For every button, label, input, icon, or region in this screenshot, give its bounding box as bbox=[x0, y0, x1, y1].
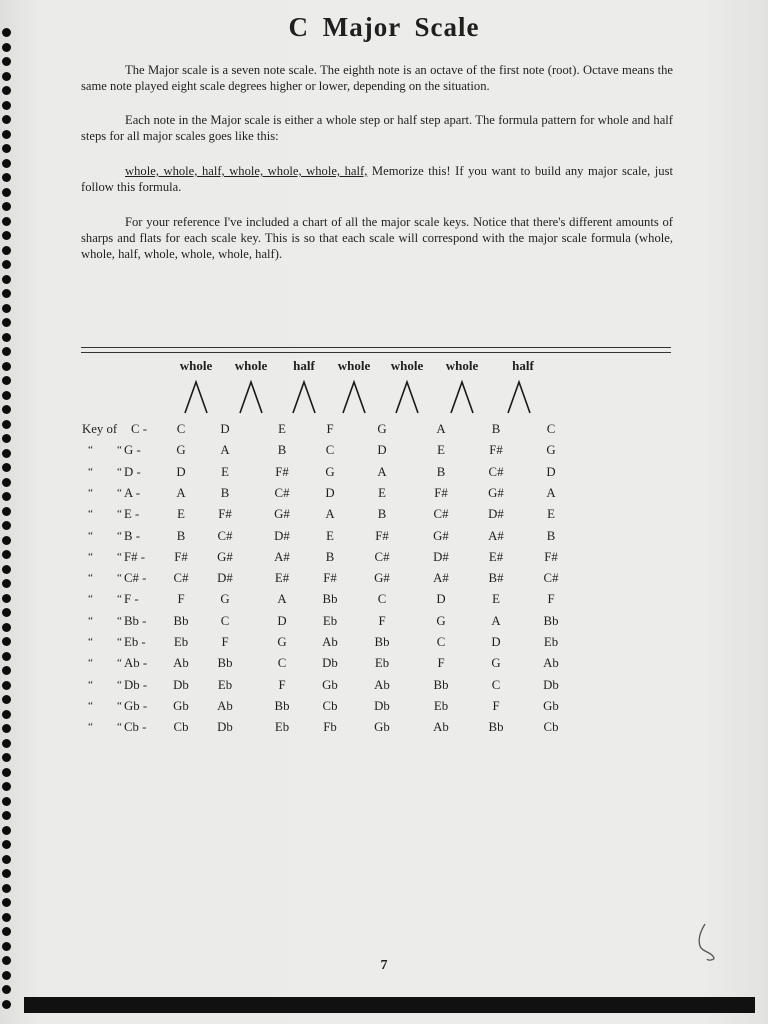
spiral-hole-icon bbox=[2, 333, 11, 342]
row-key-name: G - bbox=[124, 443, 141, 458]
note-cell: A bbox=[220, 443, 230, 458]
note-cell: Gb bbox=[543, 698, 559, 713]
note-cell: D# bbox=[217, 571, 233, 586]
note-cell: E bbox=[547, 507, 555, 522]
spiral-hole-icon bbox=[2, 536, 11, 545]
note-cell: A bbox=[277, 592, 287, 607]
ditto-mark: “ bbox=[88, 636, 93, 648]
spiral-hole-icon bbox=[2, 884, 11, 893]
note-cell: C bbox=[546, 422, 556, 436]
note-cell: C bbox=[176, 422, 186, 436]
note-cell: D# bbox=[274, 528, 290, 543]
spiral-hole-icon bbox=[2, 666, 11, 675]
divider-rule bbox=[81, 347, 671, 348]
note-cell: E# bbox=[488, 549, 504, 564]
page-number: 7 bbox=[380, 958, 388, 973]
ditto-mark: “ bbox=[88, 465, 93, 478]
note-cell: Cb bbox=[543, 720, 559, 735]
spiral-hole-icon bbox=[2, 710, 11, 719]
spiral-hole-icon bbox=[2, 594, 11, 603]
intro-text: The Major scale is a seven note scale. The eighth note is an octave of the first note (root). Octave means the same note played eight scale degrees higher or lower, depending on the situation. bbox=[81, 63, 673, 93]
note-cell: A bbox=[176, 485, 186, 500]
ditto-mark: “ bbox=[117, 678, 122, 691]
note-cell: Ab bbox=[217, 698, 233, 713]
row-key-name: Gb - bbox=[124, 698, 148, 713]
ditto-mark: “ bbox=[117, 529, 122, 542]
note-cell: C bbox=[220, 613, 230, 628]
note-cell: Db bbox=[217, 720, 233, 735]
note-cell: F# bbox=[375, 528, 389, 543]
reference-text: For your reference I've included a chart of all the major scale keys. Notice that there's different amounts of sharps and flats for each scale key. This is so that each scale will correspond with the major scale formula (whole, whole, half, whole, whole, whole, half). bbox=[81, 215, 673, 261]
note-cell: F# bbox=[275, 464, 289, 479]
spiral-hole-icon bbox=[2, 43, 11, 52]
spiral-hole-icon bbox=[2, 391, 11, 400]
note-cell: F bbox=[221, 635, 229, 649]
note-cell: Gb bbox=[173, 698, 189, 713]
note-cell: Eb bbox=[217, 677, 233, 692]
note-cell: E bbox=[326, 528, 334, 543]
note-cell: Cb bbox=[173, 720, 189, 735]
note-cell: D bbox=[491, 635, 501, 649]
note-cell: F# bbox=[434, 485, 448, 500]
row-key-name: F - bbox=[124, 592, 139, 607]
formula-rest: Memorize this! If you want to build any major scale, just follow this formula. bbox=[81, 164, 673, 194]
spiral-hole-icon bbox=[2, 246, 11, 255]
spiral-hole-icon bbox=[2, 753, 11, 762]
note-cell: Bb bbox=[217, 656, 233, 671]
note-cell: Bb bbox=[173, 613, 189, 628]
note-cell: D bbox=[436, 592, 446, 607]
ditto-mark: “ bbox=[117, 572, 122, 585]
note-cell: E bbox=[278, 422, 286, 436]
spiral-hole-icon bbox=[2, 927, 11, 936]
spiral-hole-icon bbox=[2, 231, 11, 240]
note-cell: Bb bbox=[374, 635, 390, 649]
ditto-mark: “ bbox=[117, 508, 122, 521]
step-label: whole bbox=[179, 358, 213, 373]
note-cell: A bbox=[546, 485, 556, 500]
note-cell: E bbox=[378, 485, 386, 500]
note-cell: Bb bbox=[322, 592, 338, 607]
note-cell: C# bbox=[543, 571, 559, 586]
caret-up-icon bbox=[506, 380, 532, 414]
ditto-mark: “ bbox=[117, 657, 122, 670]
note-cell: Db bbox=[374, 698, 390, 713]
ditto-mark: “ bbox=[88, 593, 93, 606]
spiral-hole-icon bbox=[2, 130, 11, 139]
note-cell: F bbox=[492, 698, 500, 713]
caret-up-icon bbox=[183, 380, 209, 414]
note-cell: C bbox=[377, 592, 387, 607]
note-cell: E bbox=[221, 464, 229, 479]
ditto-mark: “ bbox=[117, 593, 122, 606]
note-cell: G bbox=[220, 592, 230, 607]
intro-paragraph bbox=[81, 62, 673, 94]
row-key-name: Ab - bbox=[124, 656, 148, 671]
note-cell: E bbox=[177, 507, 185, 522]
note-cell: C bbox=[436, 635, 446, 649]
spiral-hole-icon bbox=[2, 318, 11, 327]
note-cell: Ab bbox=[543, 656, 559, 671]
note-cell: G# bbox=[488, 485, 504, 500]
note-cell: F bbox=[547, 592, 555, 607]
spiral-hole-icon bbox=[2, 507, 11, 516]
row-key-name: D - bbox=[124, 464, 141, 479]
note-cell: Eb bbox=[374, 656, 390, 671]
note-cell: C bbox=[325, 443, 335, 458]
row-key-name: C# - bbox=[124, 571, 147, 586]
spiral-hole-icon bbox=[2, 420, 11, 429]
spiral-hole-icon bbox=[2, 942, 11, 951]
note-cell: Db bbox=[543, 677, 559, 692]
row-key-name: Eb - bbox=[124, 635, 146, 649]
note-cell: Gb bbox=[374, 720, 390, 735]
note-cell: B bbox=[436, 464, 446, 479]
note-cell: F# bbox=[323, 571, 337, 586]
note-cell: E# bbox=[274, 571, 290, 586]
note-cell: Bb bbox=[433, 677, 449, 692]
formula-underlined: whole, whole, half, whole, whole, whole, half, bbox=[125, 164, 368, 178]
row-key-name: A - bbox=[124, 485, 140, 500]
note-cell: F bbox=[177, 592, 185, 607]
caret-up-icon bbox=[449, 380, 475, 414]
ditto-mark: “ bbox=[117, 550, 122, 563]
note-cell: D bbox=[277, 613, 287, 628]
spiral-hole-icon bbox=[2, 695, 11, 704]
ditto-mark: “ bbox=[117, 721, 122, 734]
note-cell: G# bbox=[433, 528, 449, 543]
spiral-hole-icon bbox=[2, 565, 11, 574]
page-title: C Major Scale bbox=[288, 12, 480, 42]
note-cell: B bbox=[176, 528, 186, 543]
spiral-hole-icon bbox=[2, 478, 11, 487]
spiral-hole-icon bbox=[2, 115, 11, 124]
note-cell: D bbox=[176, 464, 186, 479]
note-cell: C# bbox=[274, 485, 290, 500]
ditto-mark: “ bbox=[117, 699, 122, 712]
spiral-hole-icon bbox=[2, 86, 11, 95]
note-cell: B bbox=[277, 443, 287, 458]
step-label: whole bbox=[390, 358, 424, 373]
spiral-hole-icon bbox=[2, 173, 11, 182]
note-cell: A bbox=[325, 507, 335, 522]
note-cell: B# bbox=[488, 571, 504, 586]
note-cell: Db bbox=[322, 656, 338, 671]
caret-up-icon bbox=[238, 380, 264, 414]
note-cell: F# bbox=[218, 507, 232, 522]
step-label: whole bbox=[234, 358, 268, 373]
steps-paragraph bbox=[81, 112, 673, 144]
spiral-hole-icon bbox=[2, 304, 11, 313]
spiral-hole-icon bbox=[2, 855, 11, 864]
ditto-mark: “ bbox=[88, 572, 93, 585]
spiral-hole-icon bbox=[2, 347, 11, 356]
note-cell: Gb bbox=[322, 677, 338, 692]
note-cell: Eb bbox=[173, 635, 189, 649]
spiral-hole-icon bbox=[2, 637, 11, 646]
note-cell: C# bbox=[173, 571, 189, 586]
key-of-label: Key of bbox=[82, 422, 118, 436]
note-cell: G bbox=[436, 613, 446, 628]
spiral-hole-icon bbox=[2, 550, 11, 559]
reference-paragraph bbox=[81, 214, 673, 262]
note-cell: Fb bbox=[323, 720, 337, 735]
spiral-hole-icon bbox=[2, 144, 11, 153]
row-key-name: C - bbox=[131, 422, 147, 436]
note-cell: C# bbox=[488, 464, 504, 479]
note-cell: B bbox=[546, 528, 556, 543]
note-cell: D bbox=[325, 485, 335, 500]
note-cell: C bbox=[491, 677, 501, 692]
note-cell: B bbox=[377, 507, 387, 522]
note-cell: Eb bbox=[322, 613, 338, 628]
note-cell: F# bbox=[544, 549, 558, 564]
ditto-mark: “ bbox=[88, 699, 93, 712]
note-cell: A# bbox=[274, 549, 290, 564]
spiral-hole-icon bbox=[2, 623, 11, 632]
note-cell: F bbox=[437, 656, 445, 671]
spiral-hole-icon bbox=[2, 434, 11, 443]
spiral-hole-icon bbox=[2, 260, 11, 269]
note-cell: A# bbox=[433, 571, 449, 586]
ditto-mark: “ bbox=[117, 614, 122, 627]
row-key-name: B - bbox=[124, 528, 140, 543]
spiral-hole-icon bbox=[2, 1000, 11, 1009]
step-label: whole bbox=[337, 358, 371, 373]
ditto-mark: “ bbox=[117, 486, 122, 499]
note-cell: C# bbox=[433, 507, 449, 522]
note-cell: F# bbox=[489, 443, 503, 458]
ditto-mark: “ bbox=[88, 614, 93, 627]
spiral-hole-icon bbox=[2, 405, 11, 414]
spiral-binding bbox=[0, 28, 14, 1018]
spiral-hole-icon bbox=[2, 579, 11, 588]
note-cell: D bbox=[546, 464, 556, 479]
spiral-hole-icon bbox=[2, 202, 11, 211]
spiral-hole-icon bbox=[2, 362, 11, 371]
note-cell: D bbox=[220, 422, 230, 436]
note-cell: Eb bbox=[274, 720, 290, 735]
spiral-hole-icon bbox=[2, 275, 11, 284]
spiral-hole-icon bbox=[2, 913, 11, 922]
caret-up-icon bbox=[394, 380, 420, 414]
note-cell: E bbox=[437, 443, 445, 458]
row-key-name: F# - bbox=[124, 549, 145, 564]
note-cell: Cb bbox=[322, 698, 338, 713]
note-cell: A bbox=[491, 613, 501, 628]
note-cell: B bbox=[491, 422, 501, 436]
note-cell: G# bbox=[217, 549, 233, 564]
note-cell: G bbox=[491, 656, 501, 671]
spiral-hole-icon bbox=[2, 782, 11, 791]
divider-rule bbox=[81, 352, 671, 353]
ditto-mark: “ bbox=[88, 678, 93, 691]
spiral-hole-icon bbox=[2, 797, 11, 806]
row-key-name: Bb - bbox=[124, 613, 147, 628]
spiral-hole-icon bbox=[2, 811, 11, 820]
spiral-hole-icon bbox=[2, 652, 11, 661]
spiral-hole-icon bbox=[2, 768, 11, 777]
note-cell: G bbox=[277, 635, 287, 649]
step-label: half bbox=[293, 358, 315, 373]
note-cell: Bb bbox=[274, 698, 290, 713]
note-cell: B bbox=[325, 549, 335, 564]
spiral-hole-icon bbox=[2, 188, 11, 197]
note-cell: F bbox=[326, 422, 334, 436]
note-cell: A bbox=[436, 422, 446, 436]
note-cell: Ab bbox=[322, 635, 338, 649]
note-cell: D# bbox=[488, 507, 504, 522]
spiral-hole-icon bbox=[2, 521, 11, 530]
ditto-mark: “ bbox=[88, 550, 93, 563]
ditto-mark: “ bbox=[88, 486, 93, 499]
row-key-name: E - bbox=[124, 507, 140, 522]
spiral-hole-icon bbox=[2, 826, 11, 835]
note-cell: Eb bbox=[543, 635, 559, 649]
spiral-hole-icon bbox=[2, 289, 11, 298]
spiral-hole-icon bbox=[2, 869, 11, 878]
ditto-mark: “ bbox=[117, 465, 122, 478]
ditto-mark: “ bbox=[117, 444, 122, 457]
spiral-hole-icon bbox=[2, 840, 11, 849]
spiral-hole-icon bbox=[2, 985, 11, 994]
note-cell: Bb bbox=[488, 720, 504, 735]
note-cell: G# bbox=[374, 571, 390, 586]
note-cell: G# bbox=[274, 507, 290, 522]
spiral-hole-icon bbox=[2, 724, 11, 733]
ditto-mark: “ bbox=[88, 657, 93, 670]
note-cell: Ab bbox=[173, 656, 189, 671]
row-key-name: Cb - bbox=[124, 720, 147, 735]
spiral-hole-icon bbox=[2, 898, 11, 907]
note-cell: B bbox=[220, 485, 230, 500]
spiral-hole-icon bbox=[2, 101, 11, 110]
note-cell: G bbox=[546, 443, 556, 458]
note-cell: Ab bbox=[433, 720, 449, 735]
ditto-mark: “ bbox=[88, 721, 93, 734]
row-key-name: Db - bbox=[124, 677, 148, 692]
spiral-hole-icon bbox=[2, 72, 11, 81]
note-cell: Db bbox=[173, 677, 189, 692]
note-cell: G bbox=[325, 464, 335, 479]
note-cell: D# bbox=[433, 549, 449, 564]
spiral-hole-icon bbox=[2, 217, 11, 226]
note-cell: C bbox=[277, 656, 287, 671]
steps-text: Each note in the Major scale is either a whole step or half step apart. The formula pattern for whole and half steps for all major scales goes like this: bbox=[81, 113, 673, 143]
spiral-hole-icon bbox=[2, 608, 11, 617]
ditto-mark: “ bbox=[117, 636, 122, 648]
note-cell: C# bbox=[217, 528, 233, 543]
note-cell: A bbox=[377, 464, 387, 479]
note-cell: Eb bbox=[433, 698, 449, 713]
note-cell: Bb bbox=[543, 613, 559, 628]
spiral-hole-icon bbox=[2, 463, 11, 472]
note-cell: E bbox=[492, 592, 500, 607]
caret-up-icon bbox=[341, 380, 367, 414]
note-cell: D bbox=[377, 443, 387, 458]
note-cell: C# bbox=[374, 549, 390, 564]
spiral-hole-icon bbox=[2, 376, 11, 385]
spiral-hole-icon bbox=[2, 57, 11, 66]
note-cell: G bbox=[377, 422, 387, 436]
spiral-hole-icon bbox=[2, 159, 11, 168]
step-label: whole bbox=[445, 358, 479, 373]
ditto-mark: “ bbox=[88, 529, 93, 542]
spiral-hole-icon bbox=[2, 739, 11, 748]
ditto-mark: “ bbox=[88, 508, 93, 521]
formula-paragraph bbox=[81, 163, 673, 195]
note-cell: F bbox=[378, 613, 386, 628]
note-cell: Ab bbox=[374, 677, 390, 692]
ditto-mark: “ bbox=[88, 444, 93, 457]
step-label: half bbox=[512, 358, 534, 373]
note-cell: A# bbox=[488, 528, 504, 543]
note-cell: G bbox=[176, 443, 186, 458]
footer-bar bbox=[24, 997, 755, 1013]
caret-up-icon bbox=[291, 380, 317, 414]
note-cell: F bbox=[278, 677, 286, 692]
spiral-hole-icon bbox=[2, 681, 11, 690]
pencil-mark bbox=[696, 922, 718, 962]
spiral-hole-icon bbox=[2, 492, 11, 501]
spiral-hole-icon bbox=[2, 449, 11, 458]
note-cell: F# bbox=[174, 549, 188, 564]
